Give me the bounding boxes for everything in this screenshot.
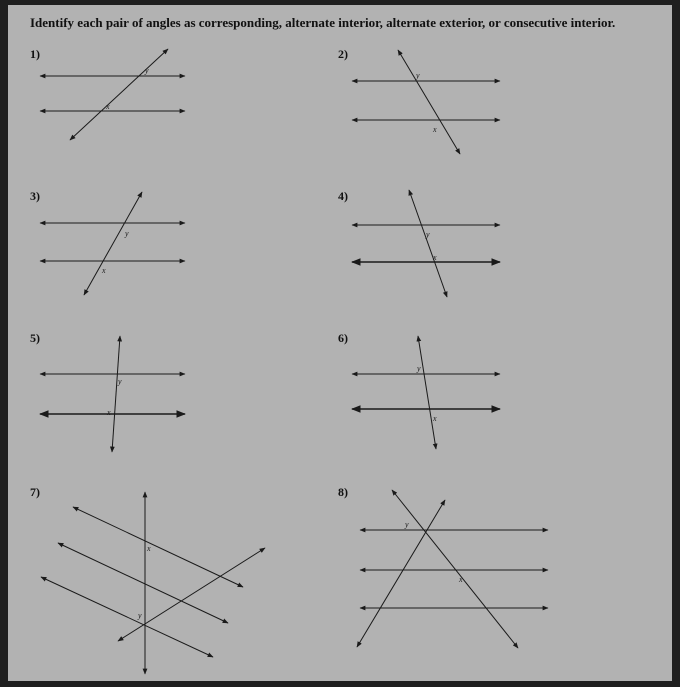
angle-label-x: x (433, 253, 437, 262)
angle-label-x: x (433, 125, 437, 134)
worksheet-page (8, 5, 672, 681)
figure-6 (352, 336, 500, 449)
figure-3 (40, 192, 185, 295)
problem-1-number: 1) (30, 47, 40, 61)
angle-label-y: y (405, 520, 409, 529)
angle-label-y: y (125, 229, 129, 238)
angle-label-y: y (417, 364, 421, 373)
figure-8 (357, 490, 548, 648)
angle-label-y: y (145, 66, 149, 75)
angle-label-y: y (118, 377, 122, 386)
angle-label-x: x (459, 575, 463, 584)
angle-label-x: x (147, 544, 151, 553)
problem-5-number: 5) (30, 331, 40, 345)
worksheet-instructions: Identify each pair of angles as corresponding, alternate interior, alternate exterior, or consecutive interior. (30, 15, 616, 30)
figures-canvas (8, 5, 672, 681)
problem-7-number: 7) (30, 485, 40, 499)
problem-8-number: 8) (338, 485, 348, 499)
angle-label-x: x (102, 266, 106, 275)
problem-6-number: 6) (338, 331, 348, 345)
figure-5 (40, 336, 185, 452)
figure-4 (352, 190, 500, 297)
figure-7 (41, 492, 265, 674)
angle-label-y: y (138, 611, 142, 620)
problem-4-number: 4) (338, 189, 348, 203)
angle-label-x: x (433, 414, 437, 423)
figure-2 (352, 50, 500, 154)
angle-label-x: x (106, 102, 110, 111)
angle-label-y: y (426, 230, 430, 239)
figure-1 (40, 49, 185, 140)
problem-3-number: 3) (30, 189, 40, 203)
angle-label-y: y (416, 71, 420, 80)
problem-2-number: 2) (338, 47, 348, 61)
angle-label-x: x (107, 408, 111, 417)
